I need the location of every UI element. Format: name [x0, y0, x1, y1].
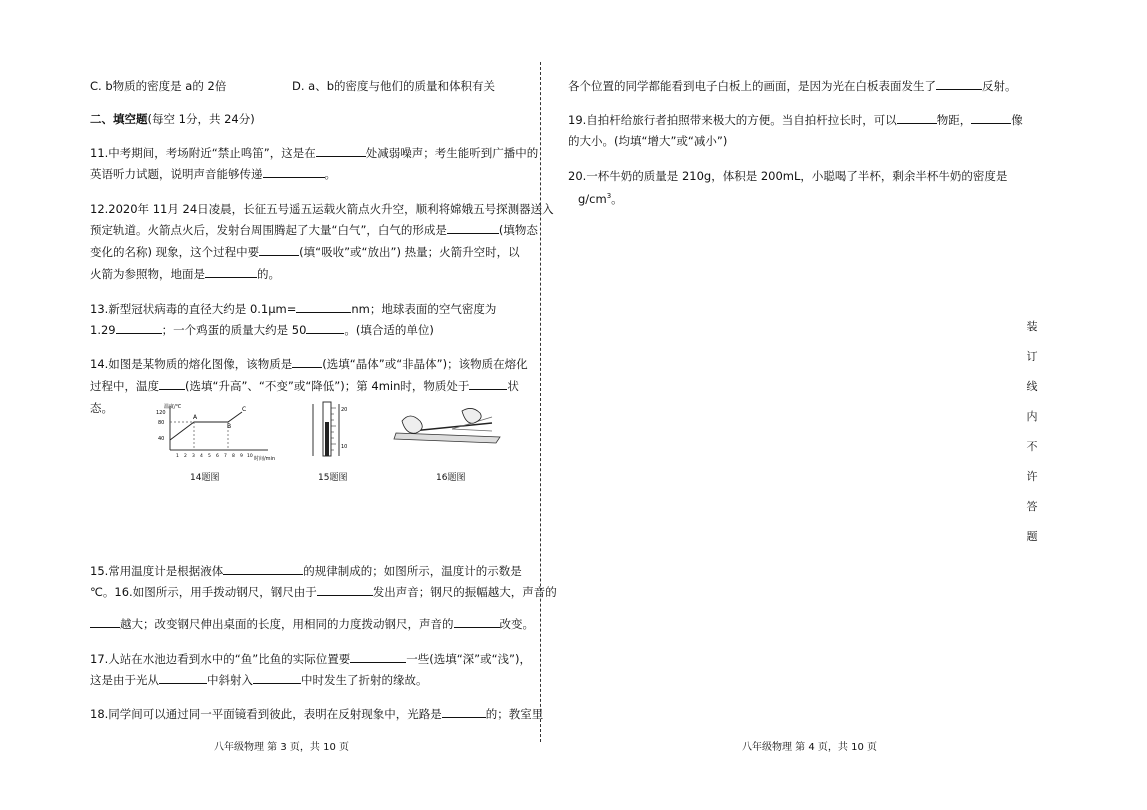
fig14-xtick: 9 — [240, 454, 243, 459]
q16-blank1[interactable] — [317, 584, 373, 596]
q11-blank2[interactable] — [263, 166, 325, 178]
q18-blank1[interactable] — [442, 706, 486, 718]
fig16-ruler — [412, 423, 492, 431]
fig14-point-a: A — [193, 414, 198, 421]
q19-blank2[interactable] — [971, 112, 1011, 124]
fig15-scale-label: 20 — [341, 407, 348, 413]
fig14-xtick: 1 — [176, 454, 179, 459]
q18-line1: 18.同学间可以通过同一平面镜看到彼此，表明在反射现象中，光路是 的；教室里 — [90, 707, 544, 721]
q16-blank3[interactable] — [454, 616, 500, 628]
q12-line3: 变化的名称) 现象，这个过程中要 (填“吸收”或“放出”) 热量；火箭升空时，以 — [90, 245, 520, 259]
fig14-melting-graph — [150, 400, 280, 464]
q12-line4: 火箭为参照物，地面是 的。 — [90, 267, 280, 281]
fig14-caption: 14题图 — [190, 473, 220, 483]
fig14-xlabel: 时间/min — [254, 456, 276, 462]
q13-line1: 13.新型冠状病毒的直径大约是 0.1μm= nm；地球表面的空气密度为 — [90, 302, 497, 316]
fig14-xtick: 2 — [184, 454, 187, 459]
q20-line1: 20.一杯牛奶的质量是 210g，体积是 200mL，小聪喝了半杯，剩余半杯牛奶的密度是 — [568, 169, 1008, 183]
q20-line2: $g/cm^3$。 — [578, 191, 623, 206]
fig15-thermometer — [305, 398, 355, 460]
fig14-xtick: 5 — [208, 454, 211, 459]
q17-blank3[interactable] — [253, 672, 301, 684]
fig14-xtick: 10 — [247, 454, 253, 459]
fig14-xtick: 8 — [232, 454, 235, 459]
fig14-xtick: 6 — [216, 454, 219, 459]
q15-blank1[interactable] — [223, 563, 303, 575]
q14-blank1[interactable] — [292, 356, 322, 368]
fig14-ytick: 40 — [158, 436, 165, 442]
q13-blank3[interactable] — [306, 322, 344, 334]
page-divider — [540, 62, 541, 742]
fig16-ruler-on-desk — [392, 403, 504, 453]
q18-line2: 各个位置的同学都能看到电子白板上的画面，是因为光在白板表面发生了 反射。 — [568, 79, 1017, 93]
section-heading — [90, 111, 255, 127]
fig14-point-c: C — [242, 406, 247, 413]
section-title: 二、填空题 — [90, 112, 148, 126]
fig15-liquid-column — [325, 422, 329, 456]
fig16-left-hand — [402, 416, 422, 433]
q19-line2: 的大小。(均填“增大”或“减小”) — [568, 134, 728, 148]
q11-blank1[interactable] — [316, 145, 366, 157]
q12-line1: 12.2020年 11月 24日凌晨，长征五号遥五运载火箭点火升空，顺利将嫦娥五号探测器送入 — [90, 202, 554, 216]
fig16-desk — [394, 433, 500, 443]
fig14-xtick: 4 — [200, 454, 203, 459]
fig14-curve — [170, 412, 242, 440]
fig15-scale-label: 10 — [341, 444, 348, 450]
q16-blank2[interactable] — [90, 616, 120, 628]
q14-blank2[interactable] — [159, 378, 185, 390]
q12-blank1[interactable] — [447, 222, 499, 234]
q10-option-c: C. b物质的密度是 a的 2倍 — [90, 79, 227, 93]
q16-line2: 越大；改变钢尺伸出桌面的长度，用相同的力度拨动钢尺，声音的 改变。 — [90, 616, 534, 632]
binding-line-notice: 装 订 线 内 不 许 答 题 — [1026, 320, 1038, 543]
fig14-xtick: 7 — [224, 454, 227, 459]
fig14-ytick: 120 — [156, 410, 166, 416]
q14-line3: 态。 — [90, 401, 113, 415]
fig16-right-hand — [462, 408, 481, 423]
q19-blank1[interactable] — [897, 112, 937, 124]
fig14-point-b: B — [227, 423, 232, 430]
q16-line1: ℃。16.如图所示，用手拨动钢尺，钢尺由于 发出声音；钢尺的振幅越大，声音的 — [90, 585, 557, 599]
q14-line1: 14.如图是某物质的熔化图像，该物质是 (选填“晶体”或“非晶体”)；该物质在熔化 — [90, 357, 528, 371]
q17-blank1[interactable] — [350, 651, 406, 663]
page-footer-right: 八年级物理 第 4 页，共 10 页 — [742, 742, 877, 753]
q17-blank2[interactable] — [159, 672, 207, 684]
q17-line1: 17.人站在水池边看到水中的“鱼”比鱼的实际位置要 一些(选填“深”或“浅”)， — [90, 652, 532, 666]
fig14-ytick: 80 — [158, 420, 165, 426]
q15-line1: 15.常用温度计是根据液体 的规律制成的；如图所示，温度计的示数是 — [90, 564, 522, 578]
fig14-ylabel: 温度/℃ — [164, 404, 182, 410]
q12-blank3[interactable] — [205, 266, 257, 278]
section-note: (每空 1分，共 24分) — [147, 112, 255, 126]
q11-line1: 11.中考期间，考场附近“禁止鸣笛”，这是在 处减弱噪声；考生能听到广播中的 — [90, 146, 539, 160]
q18-blank2[interactable] — [936, 78, 982, 90]
fig16-caption: 16题图 — [436, 473, 466, 483]
fig15-caption: 15题图 — [318, 473, 348, 483]
q19-line1: 19.自拍杆给旅行者拍照带来极大的方便。当自拍杆拉长时，可以 物距， 像 — [568, 113, 1023, 127]
q10-option-d: D. a、b的密度与他们的质量和体积有关 — [292, 79, 496, 93]
q14-blank3[interactable] — [469, 378, 507, 390]
q14-line2: 过程中，温度 (选填“升高”、“不变”或“降低”)；第 4min时，物质处于 状 — [90, 379, 519, 393]
q12-blank2[interactable] — [259, 244, 299, 256]
q11-line2: 英语听力试题，说明声音能够传递 。 — [90, 167, 336, 181]
q17-line2: 这是由于光从 中斜射入 中时发生了折射的缘故。 — [90, 673, 428, 687]
q13-line2: 1.29 ；一个鸡蛋的质量大约是 50 。(填合适的单位) — [90, 323, 434, 337]
q12-line2: 预定轨道。火箭点火后，发射台周围腾起了大量“白气”，白气的形成是 (填物态 — [90, 223, 538, 237]
q13-blank2[interactable] — [116, 322, 162, 334]
q13-blank1[interactable] — [296, 301, 351, 313]
page-footer-left: 八年级物理 第 3 页，共 10 页 — [214, 742, 349, 753]
fig14-xtick: 3 — [192, 454, 195, 459]
